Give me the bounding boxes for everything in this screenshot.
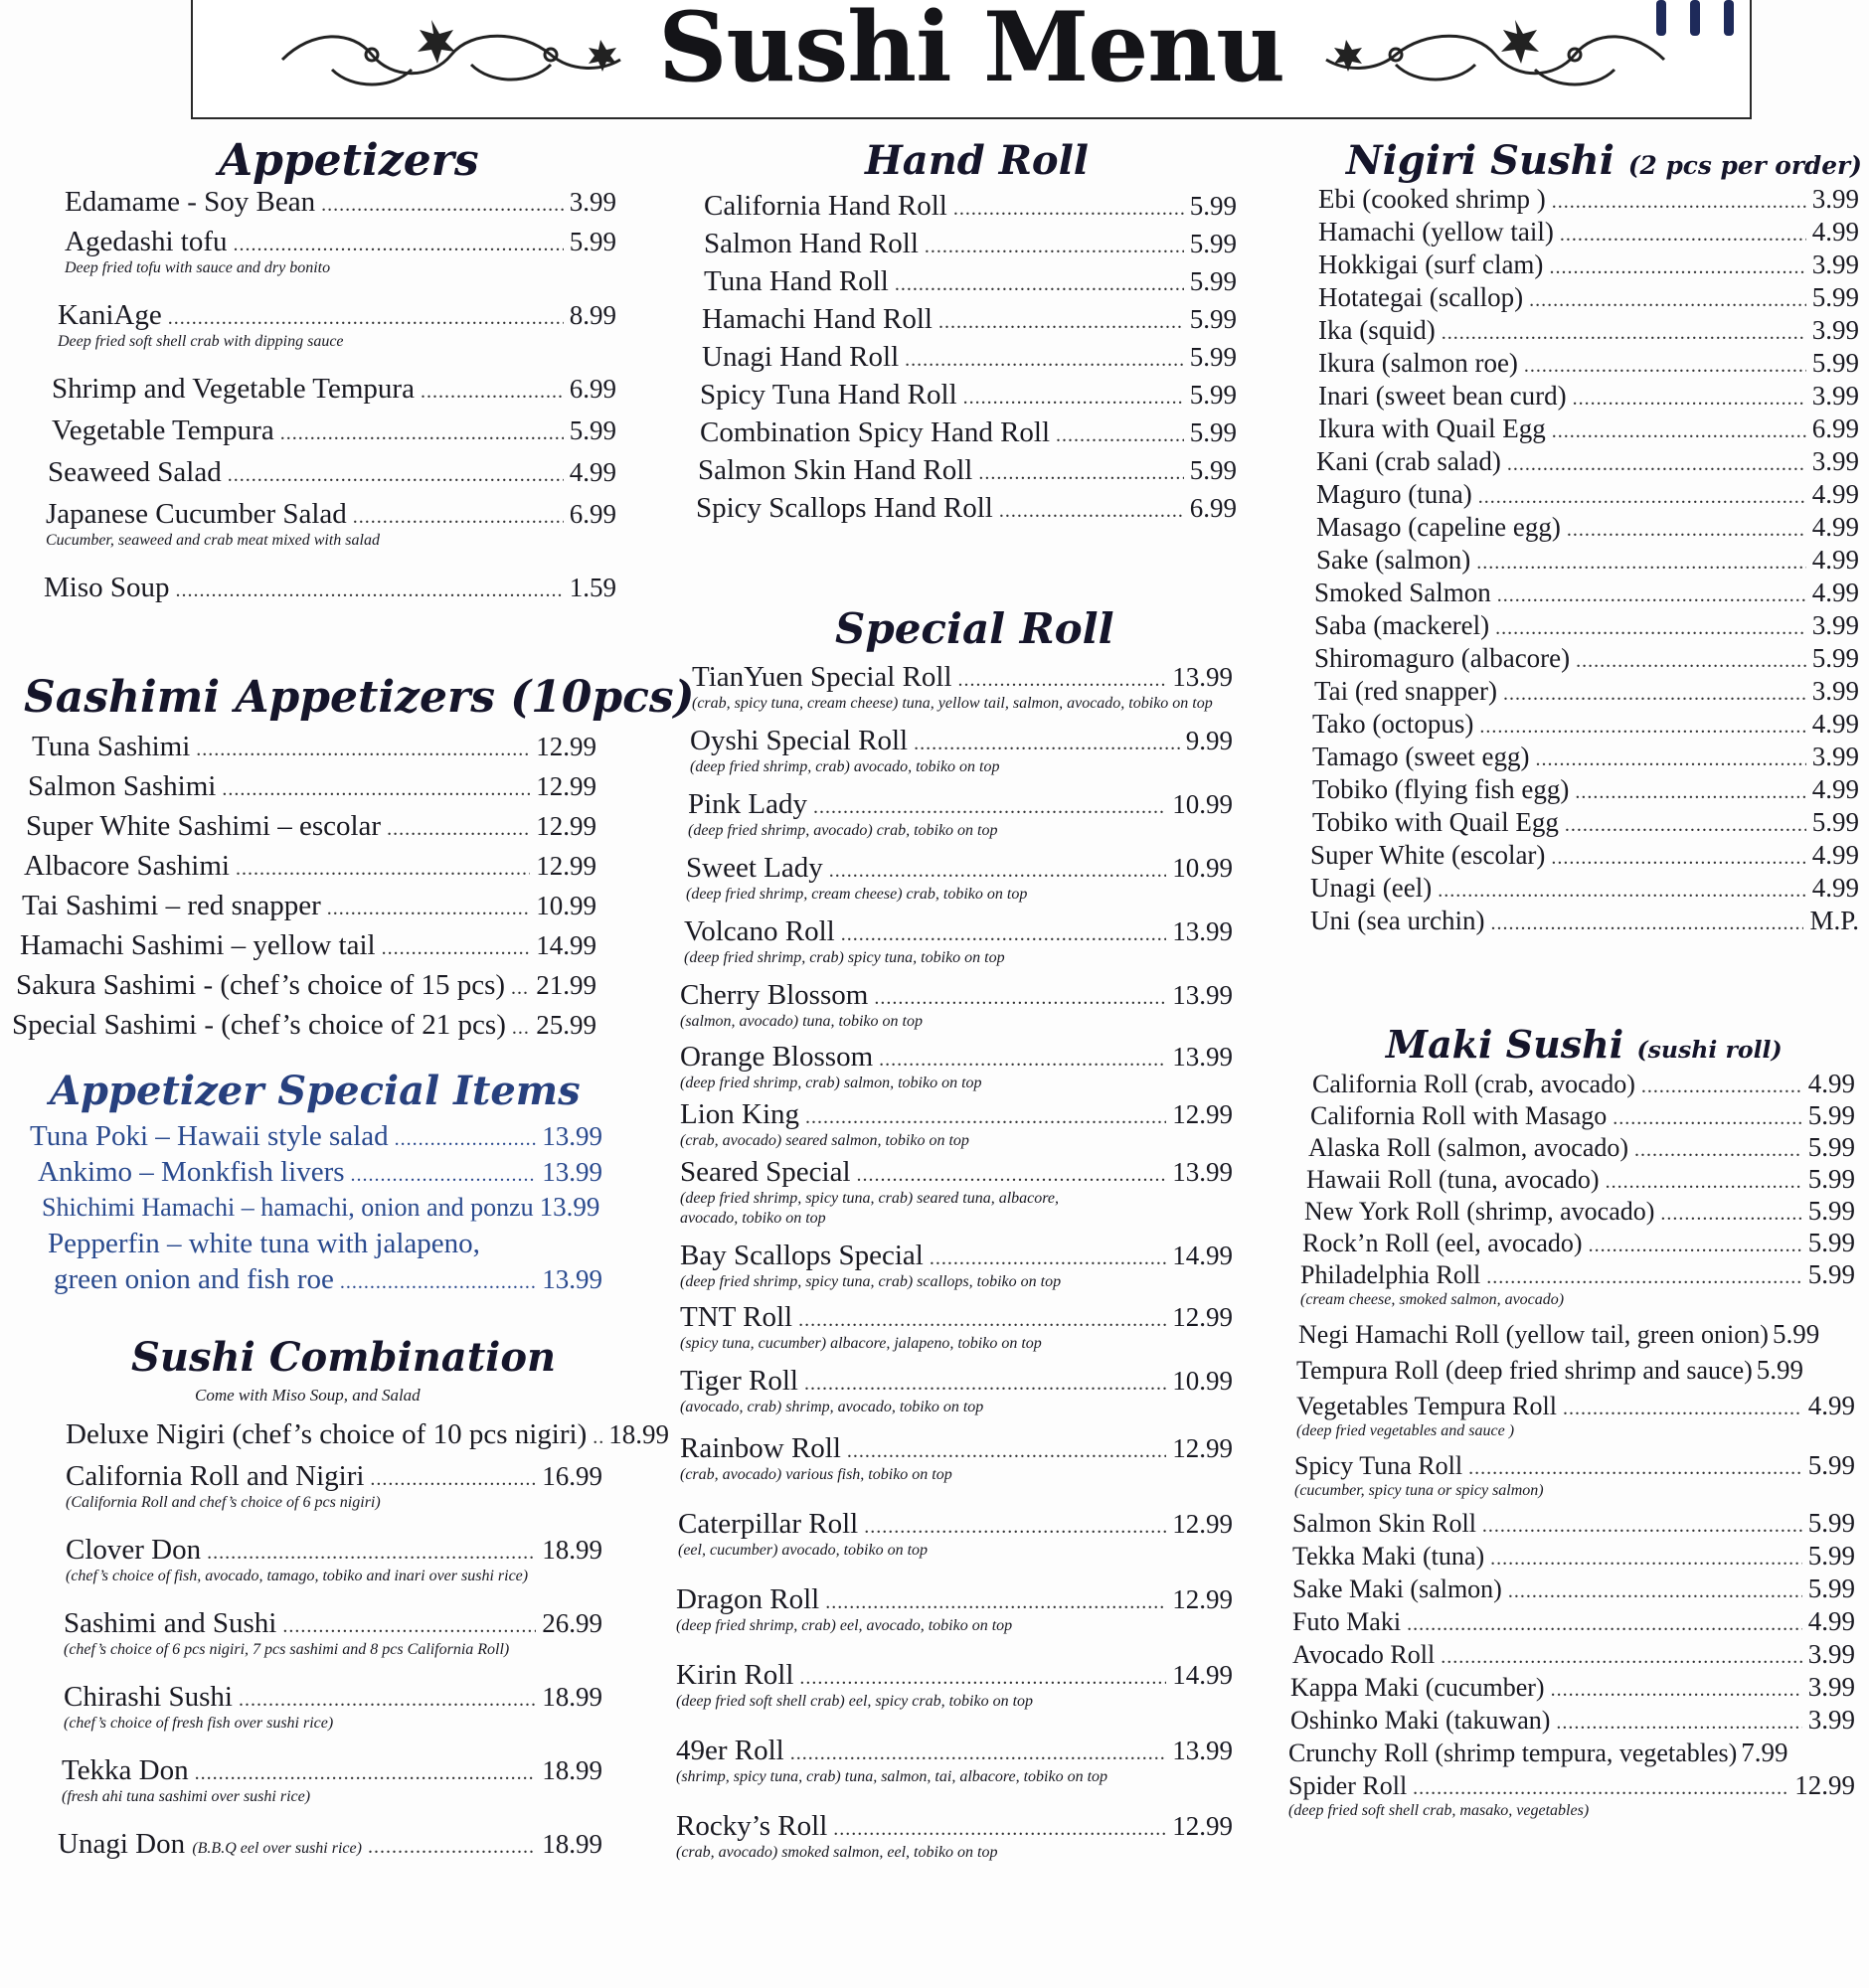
list-item: Smoked Salmon ..... 4.99 [1314, 579, 1859, 607]
list-item: Special Sashimi - (chef’s choice of 21 pcs) ..... 25.99 [12, 1010, 596, 1041]
section-title: Maki Sushi (sushi roll) [1386, 1022, 1783, 1067]
special-roll-section [676, 604, 1233, 1891]
list-item: Spicy Tuna Roll ..... 5.99 (cucumber, spicy tuna or spicy salmon) [1294, 1451, 1855, 1500]
list-item: Chirashi Sushi ..... 18.99 (chef’s choice of fresh fish over sushi rice) [64, 1682, 602, 1733]
section-title: Appetizers [219, 135, 479, 186]
list-item: Clover Don ..... 18.99 (chef’s choice of fish, avocado, tamago, tobiko and inari over sushi rice) [66, 1535, 602, 1585]
list-item: Salmon Hand Roll ..... 5.99 [704, 229, 1237, 259]
list-item: Oshinko Maki (takuwan) ..... 3.99 [1290, 1706, 1855, 1735]
sashimi-appetizers-section [10, 672, 695, 1054]
list-item: Oyshi Special Roll ..... 9.99 (deep fried shrimp, crab) avocado, tobiko on top [690, 726, 1233, 776]
list-item: Cherry Blossom ..... 13.99 (salmon, avocado) tuna, tobiko on top [680, 980, 1233, 1031]
list-item: Sashimi and Sushi ..... 26.99 (chef’s choice of 6 pcs nigiri, 7 pcs sashimi and 8 pcs California Roll) [64, 1608, 602, 1659]
list-item: Rocky’s Roll ..... 12.99 (crab, avocado) smoked salmon, eel, tobiko on top [676, 1811, 1233, 1862]
sushi-combination-section [56, 1334, 669, 1895]
section-title: Appetizer Special Items [50, 1068, 581, 1114]
list-item: Unagi Hand Roll ..... 5.99 [702, 342, 1237, 373]
list-item: Dragon Roll ..... 12.99 (deep fried shrimp, crab) eel, avocado, tobiko on top [676, 1584, 1233, 1635]
list-item: Pepperfin – white tuna with jalapeno, [48, 1228, 480, 1259]
list-item: Shichimi Hamachi – hamachi, onion and ponzu 13.99 [42, 1192, 600, 1222]
menu-header [191, 0, 1752, 119]
list-item: Hamachi Sashimi – yellow tail ..... 14.99 [20, 930, 596, 961]
list-item: Edamame - Soy Bean ..... 3.99 [65, 187, 616, 218]
list-item: Seared Special ..... 13.99 (deep fried shrimp, spicy tuna, crab) seared tuna, albacore, avocado, tobiko on top [680, 1157, 1233, 1228]
list-item: Hamachi (yellow tail) ..... 4.99 [1318, 218, 1859, 247]
list-item: Rainbow Roll ..... 12.99 (crab, avocado) various fish, tobiko on top [680, 1433, 1233, 1484]
list-item: Hawaii Roll (tuna, avocado) ..... 5.99 [1306, 1165, 1855, 1194]
list-item: Tai Sashimi – red snapper ..... 10.99 [22, 891, 596, 921]
list-item: Tiger Roll ..... 10.99 (avocado, crab) shrimp, avocado, tobiko on top [680, 1366, 1233, 1416]
list-item: California Roll (crab, avocado) ..... 4.99 [1312, 1070, 1855, 1098]
maki-sushi-section [1288, 1022, 1855, 1861]
list-item: Tekka Don ..... 18.99 (fresh ahi tuna sashimi over sushi rice) [62, 1755, 602, 1806]
list-item: Negi Hamachi Roll (yellow tail, green onion) 5.99 [1298, 1319, 1820, 1349]
list-item: California Hand Roll ..... 5.99 [704, 191, 1237, 222]
list-item: Ebi (cooked shrimp ) ..... 3.99 [1318, 185, 1859, 214]
list-item: California Roll with Masago ..... 5.99 [1310, 1101, 1855, 1130]
section-title: Nigiri Sushi (2 pcs per order) [1346, 137, 1862, 184]
list-item: Kirin Roll ..... 14.99 (deep fried soft shell crab) eel, spicy crab, tobiko on top [676, 1660, 1233, 1711]
list-item: Super White (escolar) ..... 4.99 [1310, 841, 1859, 870]
list-item: Deluxe Nigiri (chef’s choice of 10 pcs nigiri) ..... 18.99 [66, 1419, 602, 1450]
flourish-right-icon [1316, 10, 1674, 99]
list-item: Volcano Roll ..... 13.99 (deep fried shrimp, crab) spicy tuna, tobiko on top [684, 916, 1233, 967]
hand-roll-section [690, 135, 1237, 553]
list-item: Caterpillar Roll ..... 12.99 (eel, cucumber) avocado, tobiko on top [678, 1509, 1233, 1560]
list-item: Spicy Scallops Hand Roll ..... 6.99 [696, 493, 1237, 524]
nigiri-sushi-section [1310, 135, 1862, 970]
list-item: Tuna Hand Roll ..... 5.99 [704, 266, 1237, 297]
list-item: Japanese Cucumber Salad ..... 6.99 Cucumber, seaweed and crab meat mixed with salad [46, 499, 616, 550]
list-item: Lion King ..... 12.99 (crab, avocado) seared salmon, tobiko on top [680, 1099, 1233, 1150]
corner-marks-icon [1640, 0, 1760, 40]
list-item: Spider Roll ..... 12.99 (deep fried soft shell crab, masako, vegetables) [1288, 1771, 1855, 1820]
list-item: Masago (capeline egg) ..... 4.99 [1316, 513, 1859, 542]
list-item: Tuna Sashimi ..... 12.99 [32, 732, 596, 762]
list-item: Crunchy Roll (shrimp tempura, vegetables) 7.99 [1288, 1738, 1788, 1767]
list-item: green onion and fish roe ..... 13.99 [54, 1264, 602, 1295]
list-item: Tekka Maki (tuna) ..... 5.99 [1292, 1542, 1855, 1571]
section-title: Sashimi Appetizers (10pcs) [24, 672, 695, 723]
list-item: Avocado Roll ..... 3.99 [1292, 1640, 1855, 1669]
appetizer-special-section [26, 1068, 602, 1310]
list-item: Shiromaguro (albacore) ..... 5.99 [1314, 644, 1859, 673]
list-item: Rock’n Roll (eel, avocado) ..... 5.99 [1302, 1229, 1855, 1257]
list-item: Vegetable Tempura ..... 5.99 [52, 415, 616, 446]
list-item: Tamago (sweet egg) ..... 3.99 [1312, 743, 1859, 771]
list-item: Kani (crab salad) ..... 3.99 [1316, 447, 1859, 476]
list-item: California Roll and Nigiri ..... 16.99 (California Roll and chef’s choice of 6 pcs nigiri) [66, 1461, 602, 1512]
list-item: Futo Maki ..... 4.99 [1292, 1607, 1855, 1636]
section-note: Come with Miso Soup, and Salad [195, 1386, 421, 1405]
list-item: Pink Lady ..... 10.99 (deep fried shrimp, avocado) crab, tobiko on top [688, 789, 1233, 840]
list-item: Tuna Poki – Hawaii style salad ..... 13.99 [30, 1121, 602, 1152]
list-item: Agedashi tofu ..... 5.99 Deep fried tofu with sauce and dry bonito [65, 227, 616, 277]
list-item: Kappa Maki (cucumber) ..... 3.99 [1290, 1673, 1855, 1702]
list-item: Inari (sweet bean curd) ..... 3.99 [1318, 382, 1859, 411]
list-item: Hotategai (scallop) ..... 5.99 [1318, 283, 1859, 312]
list-item: 49er Roll ..... 13.99 (shrimp, spicy tuna, crab) tuna, salmon, tai, albacore, tobiko on top [676, 1736, 1233, 1786]
list-item: Hamachi Hand Roll ..... 5.99 [702, 304, 1237, 335]
list-item: Maguro (tuna) ..... 4.99 [1316, 480, 1859, 509]
list-item: Combination Spicy Hand Roll ..... 5.99 [700, 417, 1237, 448]
list-item: Shrimp and Vegetable Tempura ..... 6.99 [52, 374, 616, 405]
list-item: KaniAge ..... 8.99 Deep fried soft shell crab with dipping sauce [58, 300, 616, 351]
list-item: Salmon Skin Hand Roll ..... 5.99 [698, 455, 1237, 486]
list-item: Ankimo – Monkfish livers ..... 13.99 [38, 1157, 602, 1188]
list-item: TianYuen Special Roll ..... 13.99 (crab, spicy tuna, cream cheese) tuna, yellow tail, salmon, avocado, tobiko on top [692, 662, 1233, 713]
list-item: Salmon Skin Roll ..... 5.99 [1292, 1509, 1855, 1538]
list-item: Bay Scallops Special ..... 14.99 (deep fried shrimp, spicy tuna, crab) scallops, tobiko on top [680, 1241, 1233, 1291]
list-item: Uni (sea urchin) ..... M.P. [1310, 907, 1859, 935]
list-item: Ika (squid) ..... 3.99 [1318, 316, 1859, 345]
list-item: Orange Blossom ..... 13.99 (deep fried shrimp, crab) salmon, tobiko on top [680, 1042, 1233, 1092]
page-title: Sushi Menu [658, 0, 1284, 103]
list-item: Sake (salmon) ..... 4.99 [1316, 546, 1859, 575]
list-item: Spicy Tuna Hand Roll ..... 5.99 [700, 380, 1237, 411]
list-item: Sweet Lady ..... 10.99 (deep fried shrimp, cream cheese) crab, tobiko on top [686, 853, 1233, 904]
list-item: TNT Roll ..... 12.99 (spicy tuna, cucumber) albacore, jalapeno, tobiko on top [680, 1302, 1233, 1353]
list-item: Saba (mackerel) ..... 3.99 [1314, 611, 1859, 640]
list-item: Tai (red snapper) ..... 3.99 [1314, 677, 1859, 706]
list-item: Ikura with Quail Egg ..... 6.99 [1318, 414, 1859, 443]
list-item: Seaweed Salad ..... 4.99 [48, 457, 616, 488]
list-item: Ikura (salmon roe) ..... 5.99 [1318, 349, 1859, 378]
list-item: Salmon Sashimi ..... 12.99 [28, 771, 596, 802]
list-item: Alaska Roll (salmon, avocado) ..... 5.99 [1308, 1133, 1855, 1162]
list-item: Miso Soup ..... 1.59 [44, 573, 616, 603]
section-title: Sushi Combination [131, 1334, 557, 1381]
list-item: Sakura Sashimi - (chef’s choice of 15 pcs) ..... 21.99 [16, 970, 596, 1001]
list-item: Hokkigai (surf clam) ..... 3.99 [1318, 250, 1859, 279]
list-item: Sake Maki (salmon) ..... 5.99 [1292, 1574, 1855, 1603]
list-item: Philadelphia Roll ..... 5.99 (cream cheese, smoked salmon, avocado) [1300, 1260, 1855, 1309]
list-item: Super White Sashimi – escolar ..... 12.99 [26, 811, 596, 842]
list-item: Tobiko (flying fish egg) ..... 4.99 [1312, 775, 1859, 804]
list-item: Tako (octopus) ..... 4.99 [1312, 710, 1859, 739]
list-item: Tempura Roll (deep fried shrimp and sauce) 5.99 [1296, 1355, 1804, 1385]
section-title: Hand Roll [865, 137, 1089, 184]
list-item: Albacore Sashimi ..... 12.99 [24, 851, 596, 882]
list-item: Unagi Don (B.B.Q eel over sushi rice) ..... 18.99 [58, 1829, 602, 1860]
list-item: Unagi (eel) ..... 4.99 [1310, 874, 1859, 903]
list-item: New York Roll (shrimp, avocado) ..... 5.99 [1304, 1197, 1855, 1226]
list-item: Vegetables Tempura Roll ..... 4.99 (deep fried vegetables and sauce ) [1296, 1392, 1855, 1440]
list-item: Tobiko with Quail Egg ..... 5.99 [1312, 808, 1859, 837]
section-title: Special Roll [835, 604, 1114, 653]
appetizers-section [40, 131, 616, 628]
